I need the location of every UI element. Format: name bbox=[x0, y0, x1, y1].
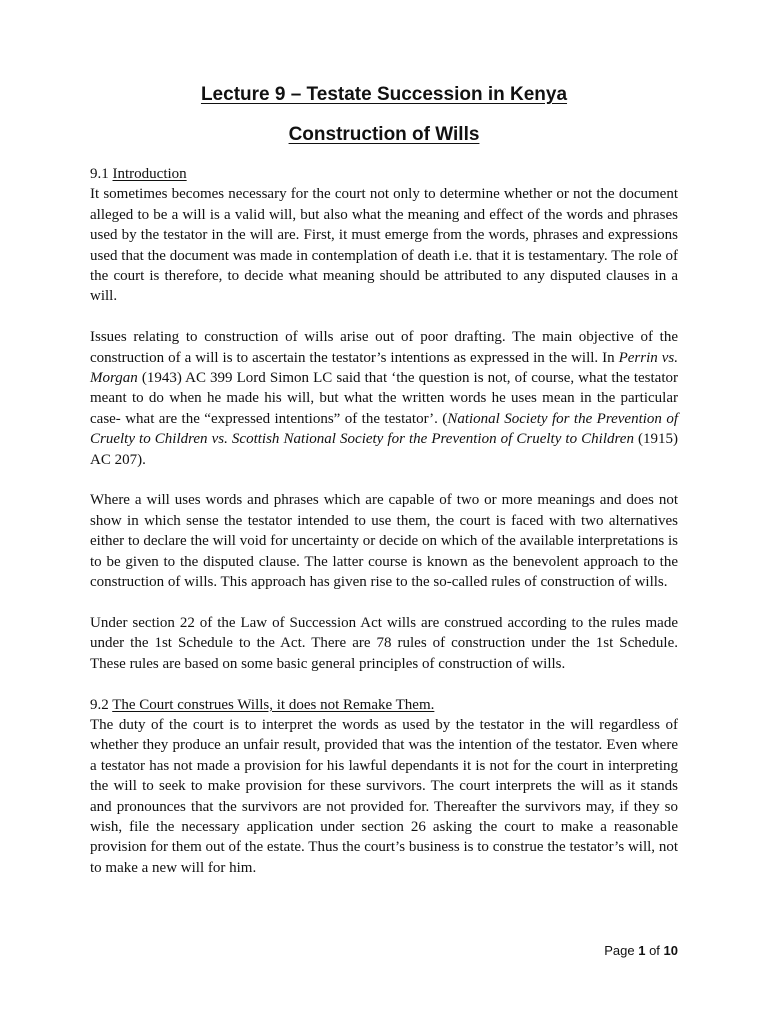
section-title: The Court construes Wills, it does not Remake Them. bbox=[112, 696, 435, 713]
page-label: Page bbox=[604, 943, 635, 958]
lecture-subtitle: Construction of Wills bbox=[288, 124, 480, 145]
section-heading-intro bbox=[90, 164, 678, 184]
page-of: of bbox=[649, 943, 660, 958]
section-number: 9.2 bbox=[90, 696, 109, 713]
paragraph-intro: It sometimes becomes necessary for the court not only to determine whether or not the document alleged to be a will is a valid will, but also what the meaning and effect of the words and phrases used by the testator in the will are. First, it must emerge from the words, phrases and expressions used that the document was made in contemplation of death i.e. that it is testamentary. The role of the court is therefore, to decide what meaning should be attributed to any disputed clauses in a will. bbox=[90, 186, 678, 305]
page-current: 1 bbox=[638, 943, 646, 958]
case-citation: Perrin vs. Morgan bbox=[90, 349, 678, 387]
section-title: Introduction bbox=[112, 166, 187, 182]
section-number: 9.1 bbox=[90, 166, 109, 182]
text-run: Issues relating to construction of wills arise out of poor drafting. The main objective of the construction of a will is to ascertain the testator’s intentions as expressed in the will. In bbox=[90, 329, 678, 366]
case-citation: National Society for the Prevention of Cruelty to Children vs. Scottish National Society for the Prevention of Cruelty to Children bbox=[90, 410, 678, 448]
lecture-title: Lecture 9 – Testate Succession in Kenya bbox=[200, 84, 568, 105]
text-run: (1915) AC 207). bbox=[90, 431, 679, 468]
page-number bbox=[604, 943, 678, 958]
section-heading-remake bbox=[90, 695, 678, 715]
text-run: (1943) AC 399 Lord Simon LC said that ‘the question is not, of course, what the testator meant to do when he made his will, but what the written words he uses mean in the particular case- what are the “expressed intentions” of the testator’. ( bbox=[90, 370, 678, 427]
page-total: 10 bbox=[663, 943, 678, 958]
document-body bbox=[90, 164, 678, 878]
paragraph-benevolent-approach: Where a will uses words and phrases which are capable of two or more meanings and does not show in which sense the testator intended to use them, the court is faced with two alternatives either to declare the will void for uncertainty or decide on which of the available interpretations is to be given to the disputed clause. The latter course is known as the benevolent approach to the construction of wills. This approach has given rise to the so-called rules of construction of wills. bbox=[90, 492, 678, 591]
paragraph-court-duty: The duty of the court is to interpret the words as used by the testator in the will regardless of whether they produce an unfair result, provided that was the intention of the testator. Even where a testator has not made a provision for his lawful dependants it is not for the court in interpreting the will to seek to make provision for these survivors. The court interprets the will as it stands and pronounces that the survivors are not provided for. Thereafter the survivors may, if they so wish, file the necessary application under section 26 asking the court to make a reasonable provision for them out of the estate. Thus the court’s business is to construe the testator’s will, not to make a new will for him. bbox=[90, 716, 678, 876]
paragraph-construction-issues bbox=[90, 327, 678, 470]
paragraph-section-22: Under section 22 of the Law of Succession Act wills are construed according to the rules made under the 1st Schedule to the Act. There are 78 rules of construction under the 1st Schedule. These rules are based on some basic general principles of construction of wills. bbox=[90, 614, 678, 672]
